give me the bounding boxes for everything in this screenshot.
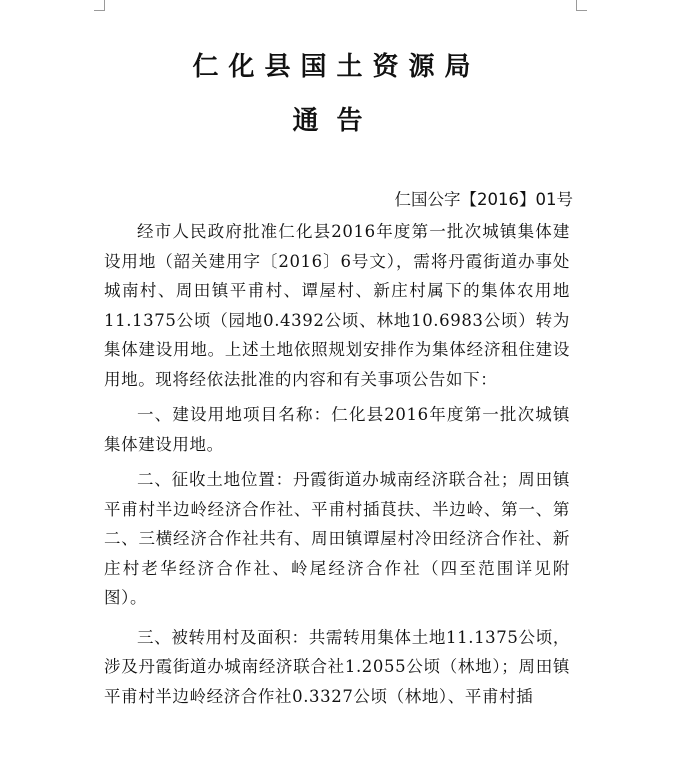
document-body <box>104 217 570 711</box>
page-corner-mark-right <box>576 0 587 11</box>
page-corner-mark-left <box>94 0 105 11</box>
paragraph-converted-area: 三、被转用村及面积：共需转用集体土地11.1375公顷，涉及丹霞街道办城南经济联合社1.2055公顷（林地）；周田镇平甫村半边岭经济合作社0.3327公顷（林地）、平甫村插 <box>104 627 570 706</box>
paragraph-project-name: 一、建设用地项目名称：仁化县2016年度第一批次城镇集体建设用地。 <box>104 405 570 454</box>
document-subtitle: 通告 <box>292 106 381 136</box>
document-title: 仁化县国土资源局 <box>192 52 481 82</box>
document-number: 仁国公字【2016】01号 <box>394 190 573 209</box>
paragraph-intro: 经市人民政府批准仁化县2016年度第一批次城镇集体建设用地（韶关建用字〔2016〕6号文），需将丹霞街道办事处城南村、周田镇平甫村、谭屋村、新庄村属下的集体农用地11.1375公顷（园地0.4392公顷、林地10.6983公顷）转为集体建设用地。上述土地依照规划安排作为集体经济租住建设用地。现将经依法批准的内容和有关事项公告如下： <box>104 222 570 389</box>
paragraph-land-location: 二、征收土地位置：丹霞街道办城南经济联合社；周田镇平甫村半边岭经济合作社、平甫村插茛扶、半边岭、第一、第二、三横经济合作社共有、周田镇谭屋村冷田经济合作社、新庄村老华经济合作社、岭尾经济合作社（四至范围详见附图）。 <box>104 470 570 607</box>
